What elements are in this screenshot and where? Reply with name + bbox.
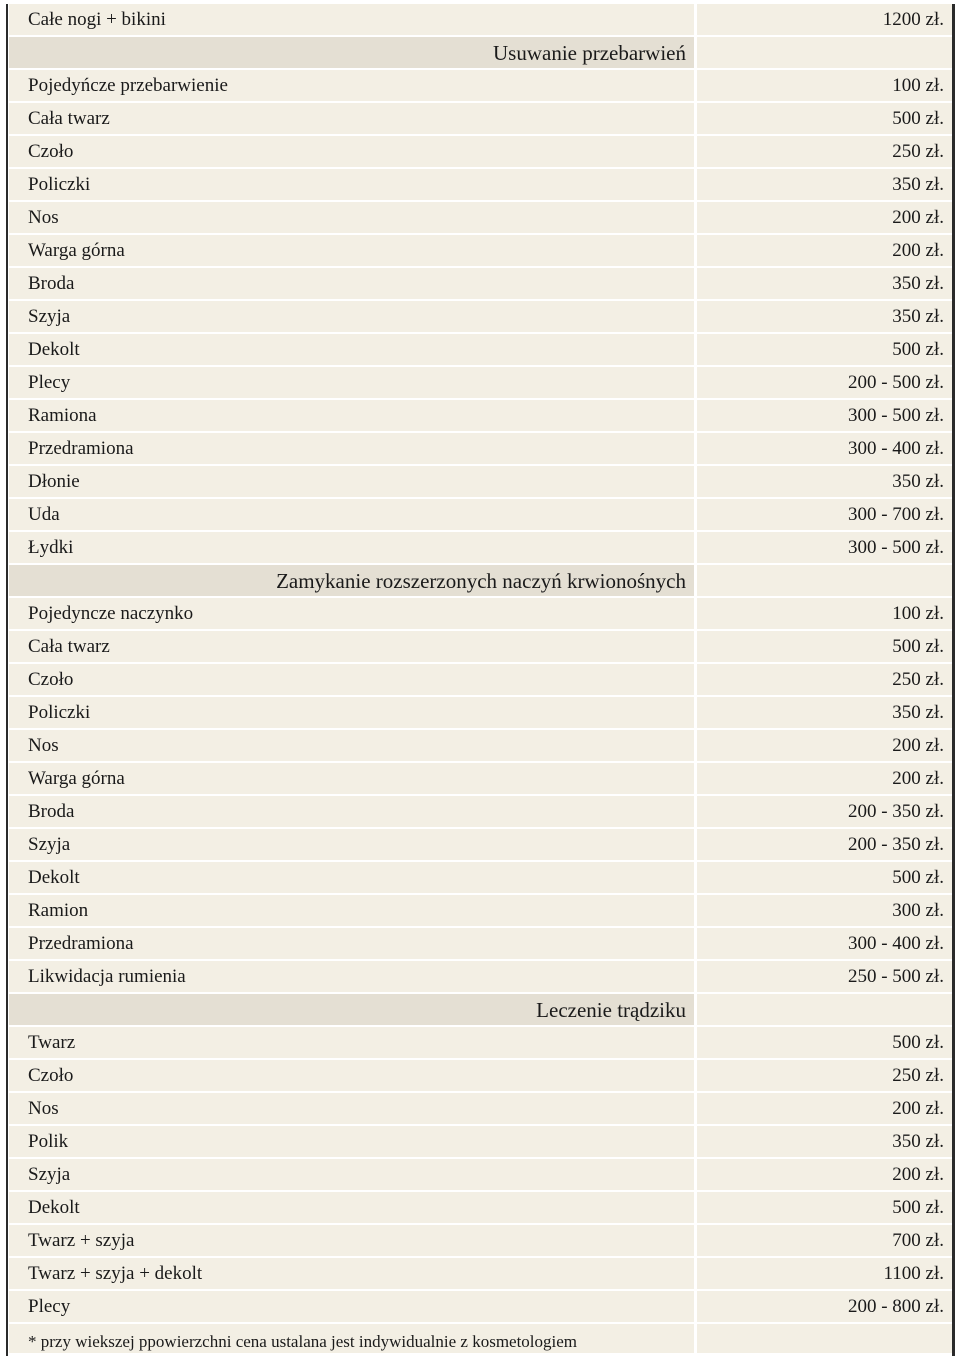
section-header bbox=[9, 37, 952, 68]
service-price: 200 zł. bbox=[697, 235, 952, 266]
service-price: 300 - 400 zł. bbox=[697, 433, 952, 464]
service-name: Pojedyncze naczynko bbox=[9, 598, 694, 629]
table-row bbox=[9, 1126, 952, 1157]
service-price: 100 zł. bbox=[697, 70, 952, 101]
table-row bbox=[9, 103, 952, 134]
table-row bbox=[9, 1060, 952, 1091]
service-name: Warga górna bbox=[9, 763, 694, 794]
service-name: Nos bbox=[9, 1093, 694, 1124]
service-price: 700 zł. bbox=[697, 1225, 952, 1256]
service-price: 500 zł. bbox=[697, 1027, 952, 1058]
service-price: 350 zł. bbox=[697, 301, 952, 332]
footnote-row bbox=[9, 1324, 952, 1353]
section-price-cell bbox=[697, 565, 952, 596]
table-row bbox=[9, 697, 952, 728]
table-row bbox=[9, 763, 952, 794]
price-sections bbox=[9, 37, 952, 1322]
service-price: 1200 zł. bbox=[697, 4, 952, 35]
table-row bbox=[9, 367, 952, 398]
service-price: 1100 zł. bbox=[697, 1258, 952, 1289]
table-row bbox=[9, 1192, 952, 1223]
table-row bbox=[9, 4, 952, 35]
price-table bbox=[9, 4, 952, 1353]
table-row bbox=[9, 829, 952, 860]
service-name: Całe nogi + bikini bbox=[9, 4, 694, 35]
service-name: Warga górna bbox=[9, 235, 694, 266]
service-name: Cała twarz bbox=[9, 631, 694, 662]
table-row bbox=[9, 730, 952, 761]
service-name: Szyja bbox=[9, 829, 694, 860]
service-price: 200 - 800 zł. bbox=[697, 1291, 952, 1322]
section-price-cell bbox=[697, 37, 952, 68]
service-price: 200 - 350 zł. bbox=[697, 829, 952, 860]
service-price: 250 zł. bbox=[697, 1060, 952, 1091]
service-price: 100 zł. bbox=[697, 598, 952, 629]
service-name: Twarz + szyja + dekolt bbox=[9, 1258, 694, 1289]
table-row bbox=[9, 136, 952, 167]
service-name: Przedramiona bbox=[9, 928, 694, 959]
service-price: 200 zł. bbox=[697, 1093, 952, 1124]
table-row bbox=[9, 1225, 952, 1256]
table-row bbox=[9, 598, 952, 629]
service-name: Pojedyńcze przebarwienie bbox=[9, 70, 694, 101]
table-row bbox=[9, 334, 952, 365]
service-price: 200 - 500 zł. bbox=[697, 367, 952, 398]
service-price: 350 zł. bbox=[697, 169, 952, 200]
table-row bbox=[9, 1093, 952, 1124]
table-row bbox=[9, 400, 952, 431]
service-name: Plecy bbox=[9, 367, 694, 398]
table-row bbox=[9, 433, 952, 464]
service-price: 250 zł. bbox=[697, 136, 952, 167]
service-name: Przedramiona bbox=[9, 433, 694, 464]
table-row bbox=[9, 928, 952, 959]
footnote-price-cell bbox=[697, 1324, 952, 1353]
service-name: Twarz + szyja bbox=[9, 1225, 694, 1256]
service-price: 500 zł. bbox=[697, 631, 952, 662]
table-row bbox=[9, 202, 952, 233]
service-price: 300 - 500 zł. bbox=[697, 400, 952, 431]
service-name: Broda bbox=[9, 796, 694, 827]
service-name: Szyja bbox=[9, 1159, 694, 1190]
service-name: Ramion bbox=[9, 895, 694, 926]
service-name: Likwidacja rumienia bbox=[9, 961, 694, 992]
service-price: 500 zł. bbox=[697, 103, 952, 134]
service-name: Nos bbox=[9, 730, 694, 761]
table-row bbox=[9, 1159, 952, 1190]
service-name: Uda bbox=[9, 499, 694, 530]
service-price: 500 zł. bbox=[697, 1192, 952, 1223]
service-name: Dekolt bbox=[9, 1192, 694, 1223]
service-name: Dłonie bbox=[9, 466, 694, 497]
service-name: Broda bbox=[9, 268, 694, 299]
service-price: 250 - 500 zł. bbox=[697, 961, 952, 992]
service-price: 300 - 500 zł. bbox=[697, 532, 952, 563]
service-price: 350 zł. bbox=[697, 697, 952, 728]
service-name: Dekolt bbox=[9, 334, 694, 365]
service-price: 350 zł. bbox=[697, 466, 952, 497]
service-name: Policzki bbox=[9, 697, 694, 728]
service-price: 200 zł. bbox=[697, 763, 952, 794]
table-row bbox=[9, 961, 952, 992]
service-name: Policzki bbox=[9, 169, 694, 200]
service-name: Polik bbox=[9, 1126, 694, 1157]
service-price: 300 - 400 zł. bbox=[697, 928, 952, 959]
section-price-cell bbox=[697, 994, 952, 1025]
service-price: 500 zł. bbox=[697, 862, 952, 893]
table-row bbox=[9, 532, 952, 563]
table-row bbox=[9, 235, 952, 266]
service-name: Łydki bbox=[9, 532, 694, 563]
section-header bbox=[9, 565, 952, 596]
service-name: Cała twarz bbox=[9, 103, 694, 134]
service-name: Szyja bbox=[9, 301, 694, 332]
service-name: Czoło bbox=[9, 1060, 694, 1091]
service-name: Twarz bbox=[9, 1027, 694, 1058]
service-price: 200 zł. bbox=[697, 730, 952, 761]
service-name: Czoło bbox=[9, 136, 694, 167]
service-price: 300 - 700 zł. bbox=[697, 499, 952, 530]
service-name: Dekolt bbox=[9, 862, 694, 893]
service-price: 350 zł. bbox=[697, 268, 952, 299]
service-price: 500 zł. bbox=[697, 334, 952, 365]
service-name: Czoło bbox=[9, 664, 694, 695]
table-row bbox=[9, 796, 952, 827]
table-row bbox=[9, 862, 952, 893]
service-price: 300 zł. bbox=[697, 895, 952, 926]
service-price: 200 zł. bbox=[697, 1159, 952, 1190]
service-name: Nos bbox=[9, 202, 694, 233]
table-row bbox=[9, 268, 952, 299]
service-name: Ramiona bbox=[9, 400, 694, 431]
table-row bbox=[9, 466, 952, 497]
section-title: Zamykanie rozszerzonych naczyń krwionośnych bbox=[9, 565, 694, 596]
section-title: Leczenie trądziku bbox=[9, 994, 694, 1025]
table-row bbox=[9, 301, 952, 332]
table-row bbox=[9, 70, 952, 101]
section-header bbox=[9, 994, 952, 1025]
service-price: 350 zł. bbox=[697, 1126, 952, 1157]
table-row bbox=[9, 499, 952, 530]
section-title: Usuwanie przebarwień bbox=[9, 37, 694, 68]
service-price: 200 - 350 zł. bbox=[697, 796, 952, 827]
service-price: 200 zł. bbox=[697, 202, 952, 233]
service-price: 250 zł. bbox=[697, 664, 952, 695]
table-row bbox=[9, 895, 952, 926]
table-row bbox=[9, 169, 952, 200]
table-row bbox=[9, 1258, 952, 1289]
footnote: * przy wiekszej ppowierzchni cena ustalana jest indywidualnie z kosmetologiem bbox=[9, 1324, 694, 1353]
table-row bbox=[9, 631, 952, 662]
table-row bbox=[9, 664, 952, 695]
service-name: Plecy bbox=[9, 1291, 694, 1322]
table-row bbox=[9, 1291, 952, 1322]
table-row bbox=[9, 1027, 952, 1058]
